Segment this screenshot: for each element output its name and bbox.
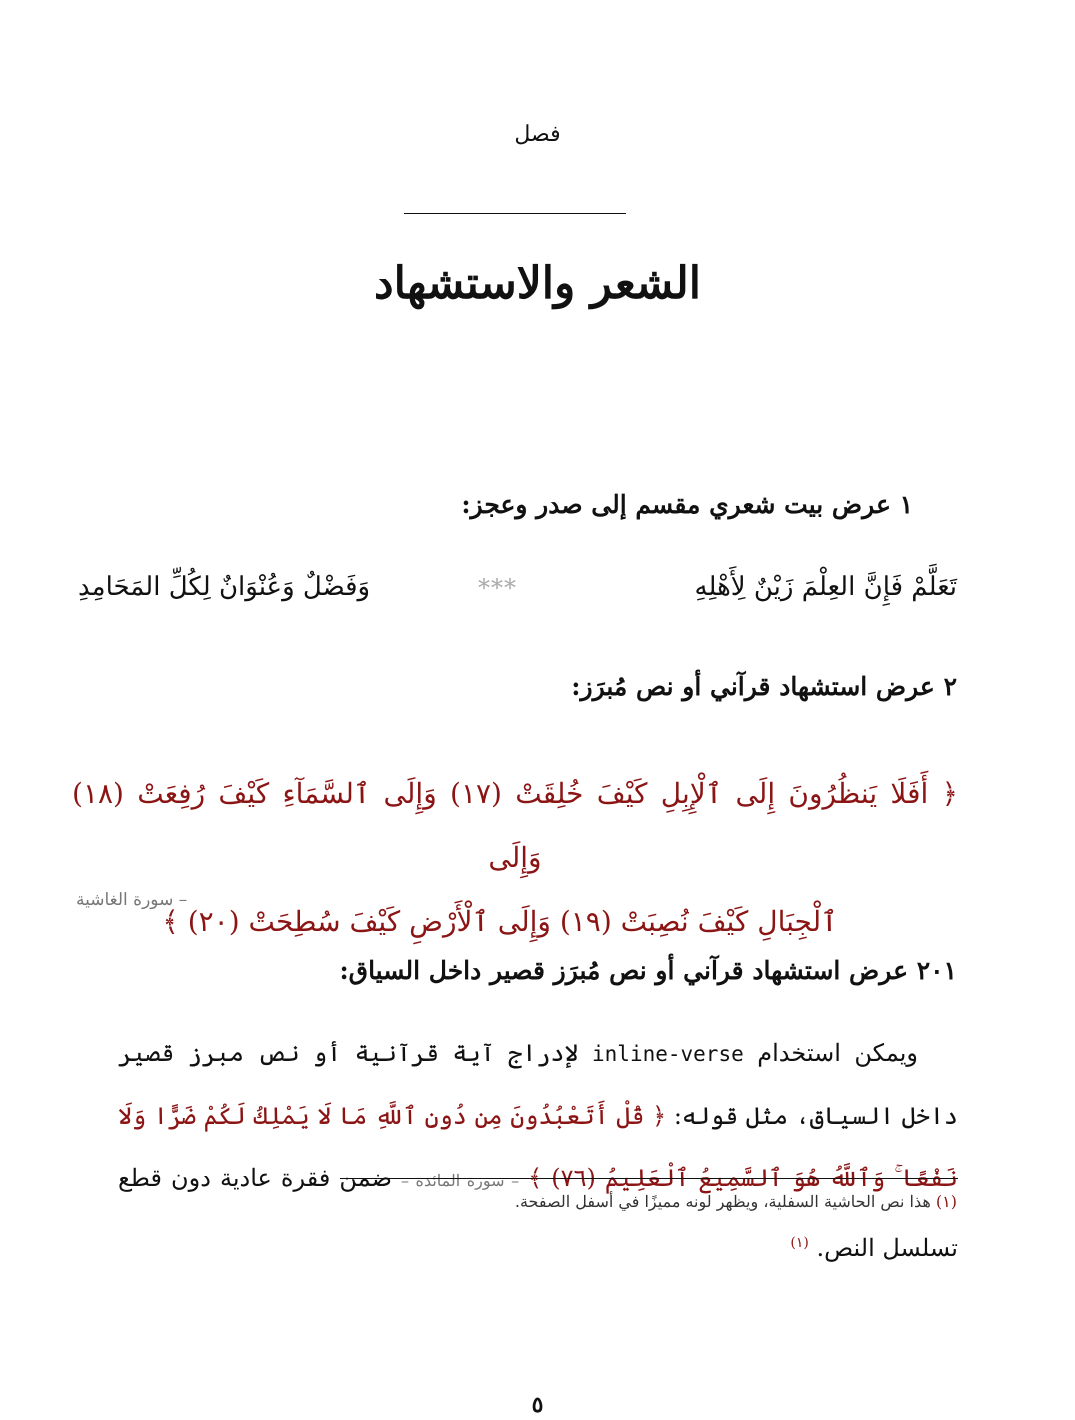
section-heading-1: ١ عرض بيت شعري مقسم إلى صدر وعجز:: [461, 490, 913, 519]
verse-first-hemistich: تَعَلَّمْ فَإِنَّ العِلْمَ زَيْنٌ لِأَهْلِهِ: [694, 572, 957, 602]
page-number: ٥: [531, 1392, 544, 1418]
footnote-number: (١): [935, 1192, 957, 1211]
verse-separator: ***: [478, 574, 517, 602]
section-heading-2: ٢ عرض استشهاد قرآني أو نص مُبرَز:: [571, 672, 957, 701]
footnote-divider: [340, 1178, 958, 1179]
paragraph-middle: لإدراج آية قرآنية أو نص مبرز قصير داخل السياق، مثل قوله:: [118, 1039, 958, 1130]
footnote-marker[interactable]: (١): [790, 1235, 809, 1251]
code-term: inline-verse: [592, 1042, 744, 1066]
poetry-verse: [78, 572, 957, 622]
surah-citation: – سورة الغاشية: [76, 890, 188, 910]
quran-line-1: ﴿ أَفَلَا يَنظُرُونَ إِلَى ٱلْإِبِلِ كَيْفَ خُلِقَتْ (١٧) وَإِلَى ٱلسَّمَآءِ كَيْفَ رُفِعَتْ (١٨) وَإِلَى: [72, 777, 958, 874]
body-paragraph: [118, 1022, 958, 1279]
footnote: [515, 1192, 957, 1211]
verse-second-hemistich: وَفَضْلٌ وَعُنْوَانٌ لِكُلِّ المَحَامِدِ: [78, 572, 371, 602]
quran-quote-block: [72, 762, 958, 954]
footnote-text: هذا نص الحاشية السفلية، ويظهر لونه مميزًا في أسفل الصفحة.: [514, 1192, 931, 1211]
paragraph-end: ضمن فقرة عادية دون قطع تسلسل النص.: [118, 1164, 958, 1262]
section-heading-3: ٢٠١ عرض استشهاد قرآني أو نص مُبرَز قصير داخل السياق:: [339, 956, 957, 985]
title-divider: [404, 213, 626, 214]
chapter-label: فصل: [514, 122, 561, 147]
paragraph-start: ويمكن استخدام: [757, 1039, 918, 1067]
quran-line-2: ٱلْجِبَالِ كَيْفَ نُصِبَتْ (١٩) وَإِلَى ٱلْأَرْضِ كَيْفَ سُطِحَتْ (٢٠) ﴾: [162, 905, 838, 938]
chapter-title: الشعر والاستشهاد: [374, 258, 701, 309]
inline-quran-quote: ﴿ قُلْ أَتَعْبُدُونَ مِن دُونِ ٱللَّهِ مَا لَا يَمْلِكُ لَكُمْ ضَرًّا وَلَا نَفْعًا ۚ وَٱللَّهُ هُوَ ٱلسَّمِيعُ ٱلْعَلِيمُ (٧٦) ﴾: [118, 1102, 958, 1192]
inline-citation: – سورة المائدة –: [401, 1171, 520, 1190]
